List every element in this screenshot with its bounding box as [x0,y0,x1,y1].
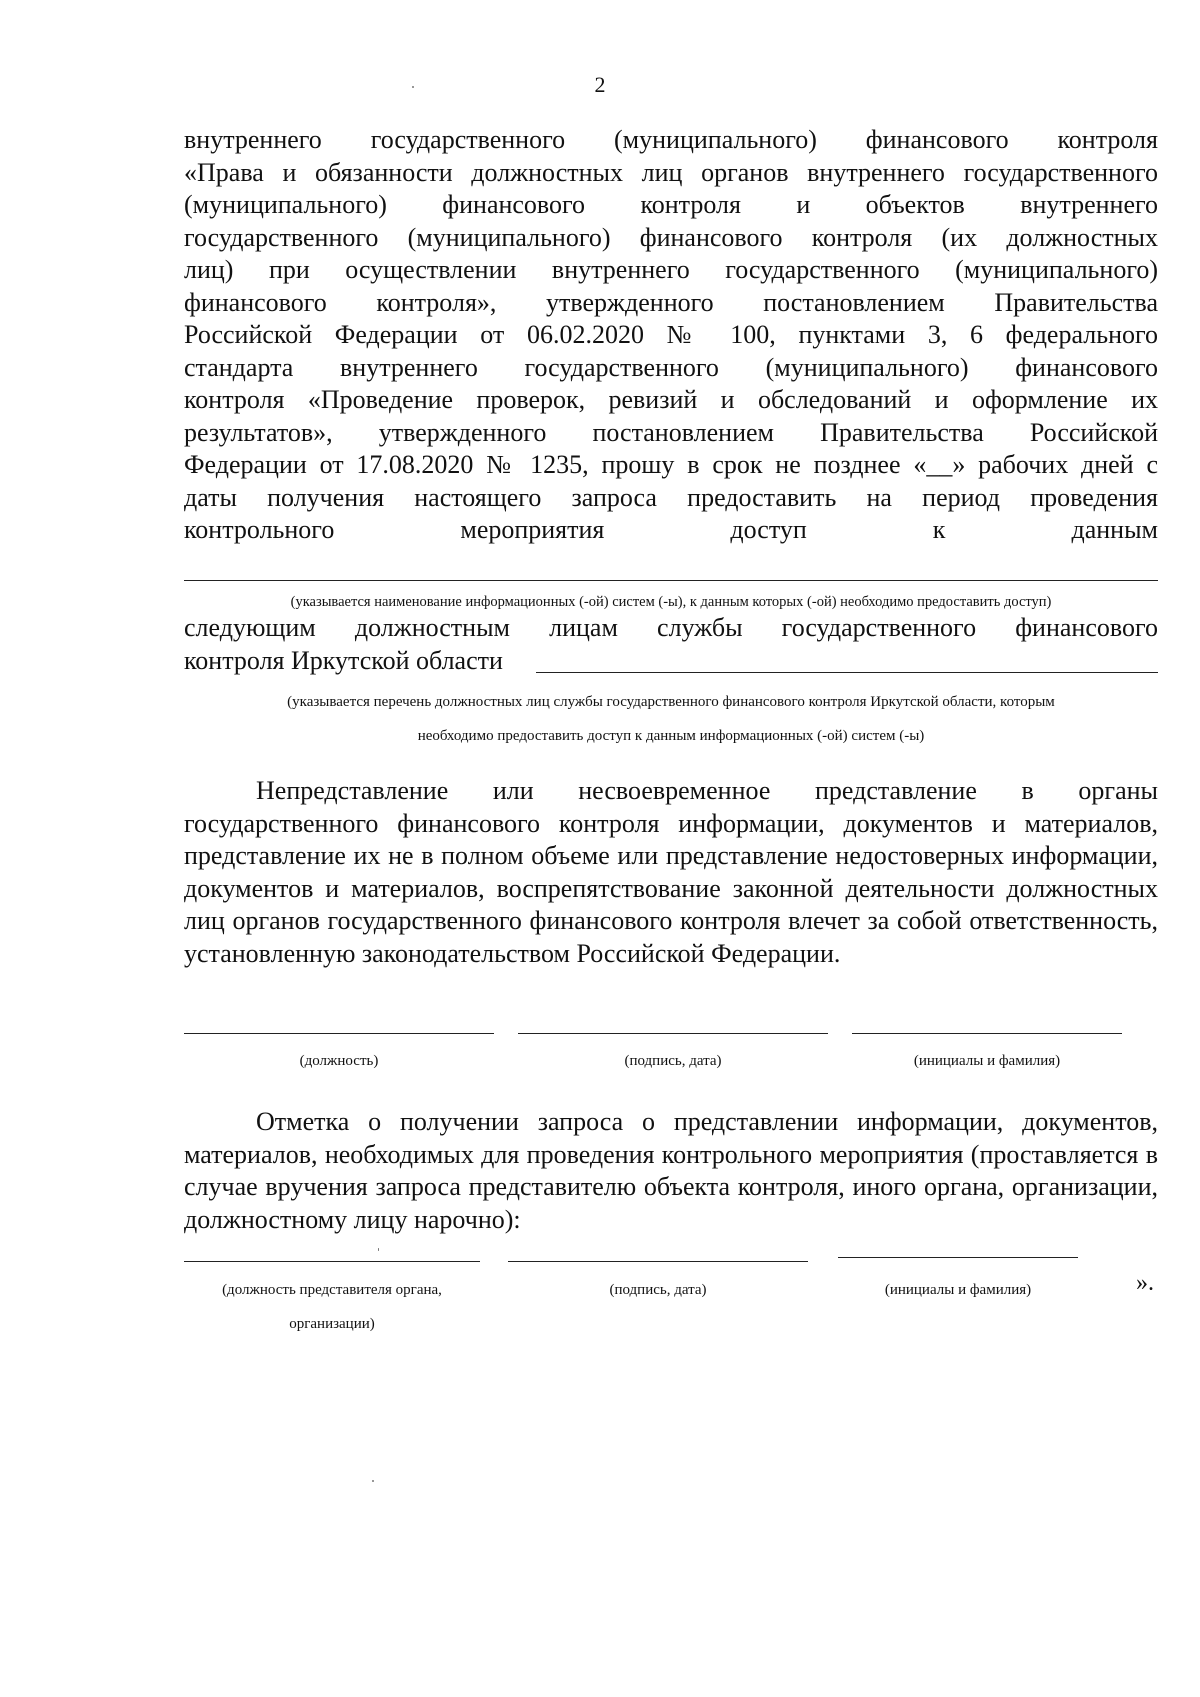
position-caption: (должность) [299,1053,379,1069]
liability-paragraph [184,775,1158,971]
body-line: внутреннего государственного (муниципального) финансового контроля [184,125,1158,154]
body-line: (муниципального) финансового контроля и объектов внутреннего [184,190,1158,219]
rep-name-caption: (инициалы и фамилия) [884,1282,1032,1298]
body-line: даты получения настоящего запроса предоставить на период проведения [184,482,1158,512]
liability-text: Непредставление или несвоевременное представление в органы государственного финансового контроля информации, документов и материалов, представление их не в полном объеме или представление недостоверных информации, документов и материалов, воспрепятствование законной деятельности должностных лиц органов государственного финансового контроля влечет за собой ответственность, установленную законодательством Российской Федерации. [184,776,1158,968]
rep-position-caption-2: организации) [289,1316,375,1332]
scan-speck [372,1480,374,1482]
request-body-text [184,124,1158,547]
receipt-text: Отметка о получении запроса о представлении информации, документов, материалов, необходимых для проведения контрольного мероприятия (проставляется в случае вручения запроса представителю объекта контроля, иного органа, организации, должностному лицу нарочно): [184,1107,1158,1234]
rep-signature-caption: (подпись, дата) [609,1282,707,1298]
body-line: результатов», утвержденного постановлением Правительства Российской [184,417,1158,447]
receipt-paragraph [184,1106,1158,1236]
body-line: Российской Федерации от 06.02.2020 № 100, пунктами 3, 6 федерального [184,320,1158,349]
rep-position-line [184,1261,480,1262]
closing-quote-mark: ». [1136,1270,1154,1296]
officials-caption-2: необходимо предоставить доступ к данным информационных (-ой) систем (-ы) [417,728,925,744]
body-line: «Права и обязанности должностных лиц органов внутреннего государственного [184,157,1158,187]
rep-signature-line [508,1261,808,1262]
name-caption: (инициалы и фамилия) [913,1053,1061,1069]
signature-line [518,1033,828,1034]
body-line: государственного (муниципального) финансового контроля (их должностных [184,222,1158,252]
scan-speck [378,1248,379,1251]
body-line: Федерации от 17.08.2020 № 1235, прошу в срок не позднее «__» рабочих дней с [184,450,1158,479]
officials-fill-line [536,672,1158,673]
rep-position-caption-1: (должность представителя органа, [222,1282,442,1298]
systems-fill-line [184,580,1158,581]
systems-caption: (указывается наименование информационных (-ой) систем (-ы), к данным которых (-ой) необходимо предоставить доступ) [290,594,1052,610]
signature-caption: (подпись, дата) [624,1053,722,1069]
body-line: лиц) при осуществлении внутреннего государственного (муниципального) [184,255,1158,284]
page-number: 2 [594,72,606,97]
officials-caption-1: (указывается перечень должностных лиц службы государственного финансового контроля Иркутской области, которым [287,694,1055,710]
body-line: стандарта внутреннего государственного (муниципального) финансового [184,352,1158,382]
officials-line-1: следующим должностным лицам службы государственного финансового [184,613,1158,642]
body-line: контрольного мероприятия доступ к данным [184,515,1158,544]
rep-name-line [838,1257,1078,1258]
body-line: контроля «Проведение проверок, ревизий и обследований и оформление их [184,385,1158,414]
body-line: финансового контроля», утвержденного постановлением Правительства [184,287,1158,317]
scan-speck [412,86,414,88]
officials-line-2: контроля Иркутской области [184,646,503,675]
name-line [852,1033,1122,1034]
position-line [184,1033,494,1034]
